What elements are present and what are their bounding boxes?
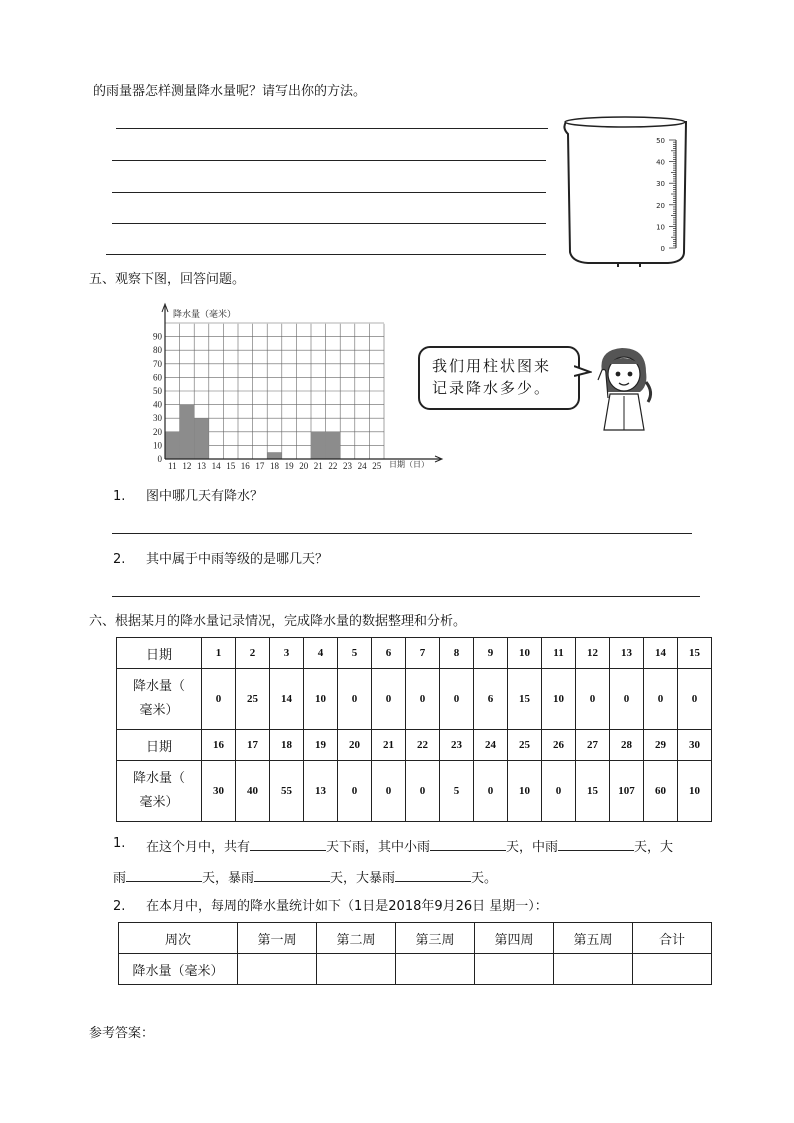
- date-cell: 17: [236, 730, 270, 761]
- value-cell: 0: [338, 669, 372, 730]
- date-cell: 8: [440, 638, 474, 669]
- x-tick-label: 22: [328, 461, 338, 471]
- value-cell: 15: [508, 669, 542, 730]
- date-cell: 1: [202, 638, 236, 669]
- x-tick-label: 11: [167, 461, 177, 471]
- value-cell: 30: [202, 761, 236, 822]
- s5-q2-answer-line: [112, 596, 700, 597]
- s6-q1-line-1: [146, 836, 673, 856]
- date-cell: 27: [576, 730, 610, 761]
- date-cell: 18: [270, 730, 304, 761]
- answer-cell[interactable]: [396, 954, 475, 985]
- chart-x-label: 日期（日）: [389, 460, 429, 469]
- date-cell: 2: [236, 638, 270, 669]
- date-cell: 30: [678, 730, 712, 761]
- value-cell: 55: [270, 761, 304, 822]
- s6-q1-text-f: 天，暴雨: [202, 871, 255, 886]
- chart-title: 降水量（毫米）: [173, 310, 237, 320]
- s5-q1-answer-line: [112, 533, 692, 534]
- bar-day-21: [311, 432, 326, 459]
- value-cell: 0: [338, 761, 372, 822]
- x-tick-label: 25: [372, 461, 382, 471]
- s6-q1-text-e: 雨: [113, 871, 127, 886]
- value-cell: 0: [678, 669, 712, 730]
- value-cell: 15: [576, 761, 610, 822]
- date-cell: 28: [610, 730, 644, 761]
- row-label: 降水量（毫米）: [119, 954, 238, 985]
- y-tick-label: 90: [153, 331, 162, 342]
- beaker-tick-label: 0: [660, 245, 665, 253]
- x-tick-label: 23: [343, 461, 352, 471]
- value-cell: 0: [406, 669, 440, 730]
- value-cell: 5: [440, 761, 474, 822]
- girl-cartoon: [588, 342, 660, 434]
- x-tick-label: 24: [357, 461, 367, 471]
- value-cell: 10: [508, 761, 542, 822]
- date-cell: 25: [508, 730, 542, 761]
- date-cell: 13: [610, 638, 644, 669]
- header-cell: 第三周: [396, 923, 475, 954]
- weekly-rainfall-table: [118, 922, 712, 985]
- s6-q2-num: 2.: [113, 899, 126, 914]
- value-cell: 10: [304, 669, 338, 730]
- rain-label-line-1: 降水量（: [132, 771, 185, 786]
- value-cell: 0: [576, 669, 610, 730]
- x-tick-label: 17: [255, 461, 265, 471]
- date-cell: 11: [542, 638, 576, 669]
- precipitation-bar-chart: [145, 300, 445, 475]
- date-cell: 26: [542, 730, 576, 761]
- date-cell: 7: [406, 638, 440, 669]
- date-label: 日期: [117, 730, 202, 761]
- value-cell: 0: [406, 761, 440, 822]
- header-cell: 周次: [119, 923, 238, 954]
- x-tick-label: 15: [226, 461, 236, 471]
- table-row-dates-2: [117, 730, 712, 761]
- date-cell: 20: [338, 730, 372, 761]
- speech-line-2: 记录降水多少。: [432, 379, 552, 397]
- answer-cell[interactable]: [633, 954, 712, 985]
- date-cell: 5: [338, 638, 372, 669]
- date-cell: 23: [440, 730, 474, 761]
- date-cell: 4: [304, 638, 338, 669]
- answer-cell[interactable]: [317, 954, 396, 985]
- header-cell: 第一周: [238, 923, 317, 954]
- value-cell: 0: [440, 669, 474, 730]
- header-cell: 第四周: [475, 923, 554, 954]
- header-cell: 第二周: [317, 923, 396, 954]
- date-cell: 10: [508, 638, 542, 669]
- blank-light-rain[interactable]: [430, 836, 506, 851]
- x-tick-label: 14: [211, 461, 221, 471]
- date-cell: 9: [474, 638, 508, 669]
- y-tick-label: 10: [153, 440, 162, 451]
- rain-label-line-2: 毫米）: [139, 703, 179, 718]
- value-cell: 107: [610, 761, 644, 822]
- y-tick-label: 20: [153, 426, 162, 437]
- table-row: [119, 954, 712, 985]
- beaker-tick-label: 30: [656, 180, 665, 189]
- section6-title: 六、根据某月的降水量记录情况，完成降水量的数据整理和分析。: [89, 614, 467, 629]
- y-tick-label: 40: [153, 399, 162, 410]
- value-cell: 40: [236, 761, 270, 822]
- bar-day-11: [165, 432, 180, 459]
- table-row-values-1: [117, 669, 712, 730]
- bar-day-13: [194, 418, 209, 459]
- bar-day-18: [267, 452, 282, 459]
- value-cell: 0: [610, 669, 644, 730]
- s6-q2-text: 在本月中，每周的降水量统计如下（1日是2018年9月26日 星期一）：: [146, 899, 548, 914]
- s6-q1-num: 1.: [113, 836, 126, 851]
- value-cell: 14: [270, 669, 304, 730]
- x-tick-label: 18: [270, 461, 279, 471]
- value-cell: 0: [542, 761, 576, 822]
- rain-label: [117, 669, 202, 730]
- beaker-tick-label: 10: [656, 223, 665, 232]
- table-row-dates-1: [117, 638, 712, 669]
- answer-cell[interactable]: [238, 954, 317, 985]
- blank-rainstorm[interactable]: [254, 867, 330, 882]
- intro-question: 的雨量器怎样测量降水量呢？请写出你的方法。: [93, 84, 367, 99]
- date-cell: 14: [644, 638, 678, 669]
- value-cell: 25: [236, 669, 270, 730]
- date-cell: 19: [304, 730, 338, 761]
- chart-y-ticks: [153, 332, 163, 464]
- speech-bubble: [418, 346, 580, 410]
- s5-q1-num: 1.: [113, 489, 126, 504]
- value-cell: 0: [372, 761, 406, 822]
- value-cell: 13: [304, 761, 338, 822]
- header-cell: 第五周: [554, 923, 633, 954]
- s6-q1-text-b: 天下雨，其中小雨: [326, 840, 431, 855]
- rain-label: [117, 761, 202, 822]
- value-cell: 6: [474, 669, 508, 730]
- beaker-tick-label: 40: [656, 158, 665, 167]
- rain-label-line-2: 毫米）: [139, 795, 179, 810]
- s6-q1-text-a: 在这个月中，共有: [146, 840, 251, 855]
- answer-cell[interactable]: [475, 954, 554, 985]
- y-tick-label: 60: [153, 372, 162, 383]
- y-tick-label: 70: [153, 358, 162, 369]
- date-cell: 22: [406, 730, 440, 761]
- beaker-tick-label: 50: [656, 137, 665, 145]
- date-cell: 12: [576, 638, 610, 669]
- x-tick-label: 12: [182, 461, 192, 471]
- s6-q1-text-c: 天，中雨: [506, 840, 559, 855]
- value-cell: 0: [202, 669, 236, 730]
- blank-rain-days[interactable]: [250, 836, 326, 851]
- date-cell: 15: [678, 638, 712, 669]
- s6-q1-text-g: 天，大暴雨: [330, 871, 396, 886]
- date-cell: 29: [644, 730, 678, 761]
- table-header-row: [119, 923, 712, 954]
- s5-q1-text: 图中哪几天有降水？: [146, 489, 264, 504]
- rain-label-line-1: 降水量（: [132, 679, 185, 694]
- s5-q2-num: 2.: [113, 552, 126, 567]
- date-cell: 3: [270, 638, 304, 669]
- rainfall-record-table: [116, 637, 712, 822]
- y-tick-label: 0: [157, 454, 162, 464]
- y-tick-label: 50: [153, 386, 162, 396]
- value-cell: 0: [372, 669, 406, 730]
- bar-day-12: [180, 405, 195, 459]
- blank-moderate-rain[interactable]: [558, 836, 634, 851]
- table-row-values-2: [117, 761, 712, 822]
- speech-line-1: 我们用柱状图来: [432, 357, 552, 375]
- answer-cell[interactable]: [554, 954, 633, 985]
- beaker-tick-label: 20: [656, 201, 665, 210]
- chart-x-ticks: [168, 461, 382, 471]
- value-cell: 10: [542, 669, 576, 730]
- section5-title: 五、观察下图，回答问题。: [89, 272, 246, 287]
- value-cell: 0: [644, 669, 678, 730]
- value-cell: 10: [678, 761, 712, 822]
- date-label: 日期: [117, 638, 202, 669]
- rain-gauge-beaker: [558, 112, 698, 272]
- y-tick-label: 30: [153, 413, 162, 424]
- date-cell: 24: [474, 730, 508, 761]
- s6-q1-text-d: 天，大: [634, 840, 674, 855]
- bar-day-22: [326, 432, 341, 459]
- blank-heavy-rain[interactable]: [126, 867, 202, 882]
- x-tick-label: 19: [284, 461, 294, 471]
- value-cell: 0: [474, 761, 508, 822]
- value-cell: 60: [644, 761, 678, 822]
- x-tick-label: 13: [197, 461, 206, 471]
- x-tick-label: 16: [240, 461, 250, 471]
- x-tick-label: 20: [299, 461, 309, 471]
- date-cell: 21: [372, 730, 406, 761]
- x-tick-label: 21: [313, 461, 323, 471]
- s6-q1-text-h: 天。: [471, 871, 498, 886]
- blank-heavy-rainstorm[interactable]: [395, 867, 471, 882]
- s6-q1-line-2: [113, 867, 497, 887]
- y-tick-label: 80: [153, 345, 162, 356]
- header-cell: 合计: [633, 923, 712, 954]
- s5-q2-text: 其中属于中雨等级的是哪几天？: [146, 552, 329, 567]
- date-cell: 16: [202, 730, 236, 761]
- date-cell: 6: [372, 638, 406, 669]
- answer-key-heading: 参考答案：: [89, 1026, 155, 1041]
